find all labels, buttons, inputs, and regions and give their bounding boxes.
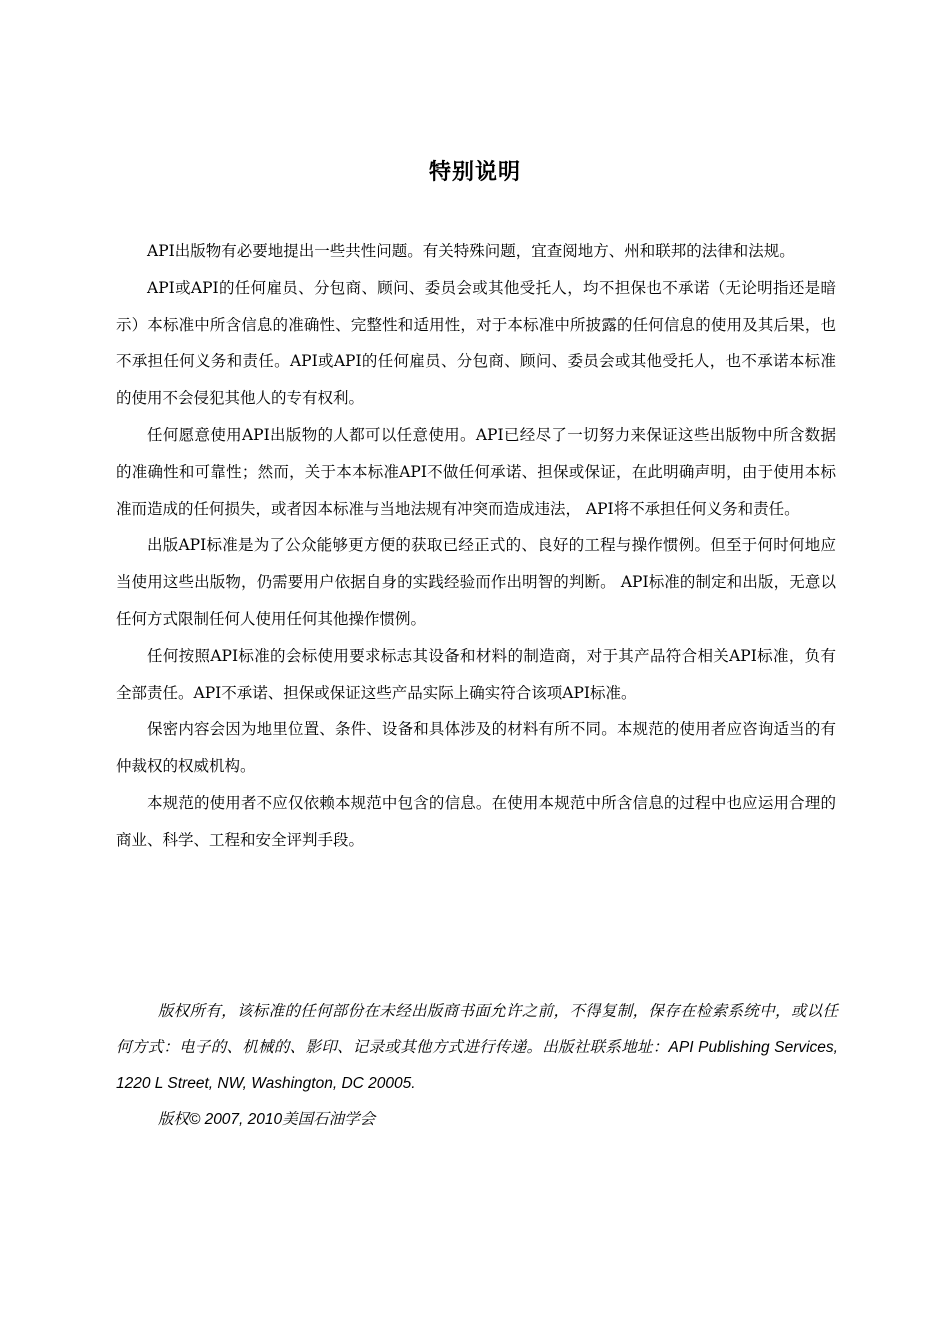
page-title: 特别说明 [428, 160, 521, 185]
paragraph: 出版API标准是为了公众能够更方便的获取已经正式的、良好的工程与操作惯例。但至于何时何地应当使用这些出版物，仍需要用户依据自身的实践经验而作出明智的判断。 API标准的制定和出版，无意以任何方式限制任何人使用任何其他操作惯例。 [116, 536, 836, 628]
notice-body [116, 233, 836, 859]
paragraph: 保密内容会因为地里位置、条件、设备和具体涉及的材料有所不同。本规范的使用者应咨询适当的有仲裁权的权威机构。 [116, 720, 836, 776]
paragraph: 任何愿意使用API出版物的人都可以任意使用。API已经尽了一切努力来保证这些出版物中所含数据的准确性和可靠性；然而，关于本本标准API不做任何承诺、担保或保证，在此明确声明，由于使用本标准而造成的任何损失，或者因本标准与当地法规有冲突而造成违法， API将不承担任何义务和责任。 [116, 425, 836, 518]
paragraph: API出版物有必要地提出一些共性问题。有关特殊问题，宜查阅地方、州和联邦的法律和法规。 [147, 242, 795, 260]
copyright-section [116, 994, 838, 1138]
paragraph: 本规范的使用者不应仅依赖本规范中包含的信息。在使用本规范中所含信息的过程中也应运用合理的商业、科学、工程和安全评判手段。 [116, 793, 836, 849]
paragraph: API或API的任何雇员、分包商、顾问、委员会或其他受托人，均不担保也不承诺（无论明指还是暗示）本标准中所含信息的准确性、完整性和适用性，对于本标准中所披露的任何信息的使用及其后果，也不承担任何义务和责任。API或API的任何雇员、分包商、顾问、委员会或其他受托人，也不承诺本标准的使用不会侵犯其他人的专有权利。 [116, 278, 836, 408]
copyright-line: 版权© 2007, 2010美国石油学会 [157, 1111, 376, 1128]
copyright-notice: 版权所有，该标准的任何部份在未经出版商书面允许之前，不得复制，保存在检索系统中，或以任何方式：电子的、机械的、影印、记录或其他方式进行传递。出版社联系地址：API Publishing Services, 1220 L Street, NW, Washington, DC 20005. [116, 1003, 838, 1092]
paragraph: 任何按照API标准的会标使用要求标志其设备和材料的制造商，对于其产品符合相关API标准，负有全部责任。API不承诺、担保或保证这些产品实际上确实符合该项API标准。 [116, 646, 836, 702]
